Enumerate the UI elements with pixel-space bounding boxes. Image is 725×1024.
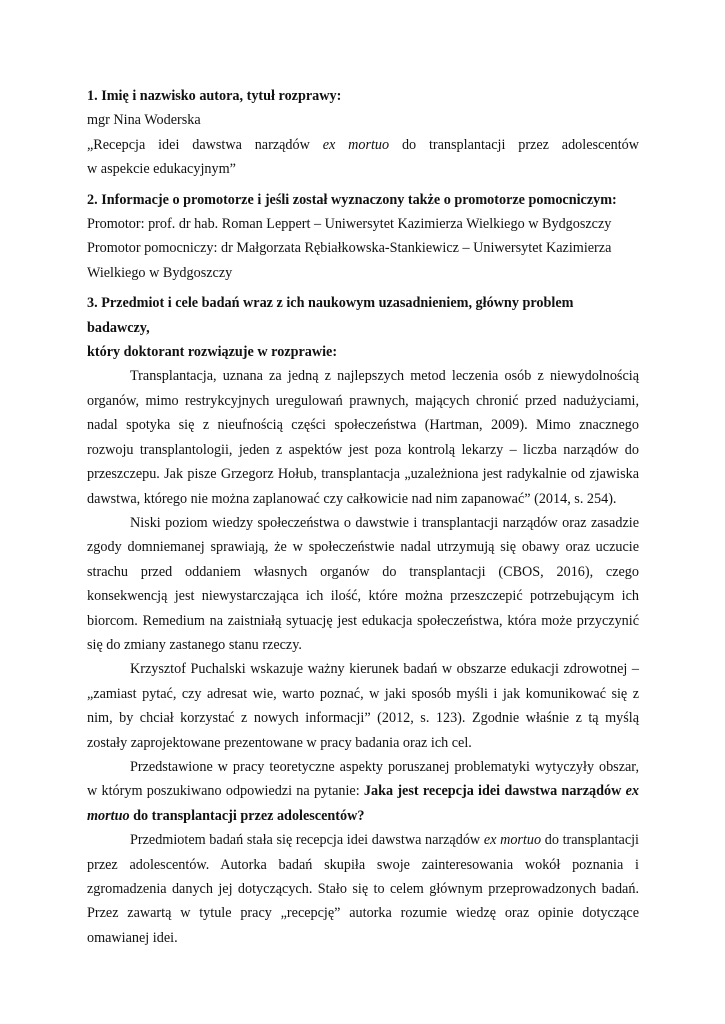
research-question: Jaka jest recepcja idei dawstwa narządów ex mortuo do transplantacji przez adolescentów? xyxy=(87,783,639,824)
section-3-heading-line-2: który doktorant rozwiązuje w rozprawie: xyxy=(87,344,338,361)
section-1-heading: 1. Imię i nazwisko autora, tytuł rozprawy: xyxy=(87,88,342,104)
paragraph-1: Transplantacja, uznana za jedną z najlepszych metod leczenia osób z niewydolnością organów, mimo restrykcyjnych uregulowań prawnych, mających chronić przed nadużyciami, nadal spotyka się z nieufnością części społeczeństwa (Hartman, 2009). Mimo znacznego rozwoju transplantologii, jeden z aspektów jest poza kontrolą lekarzy – liczba narządów do przeszczepu. Jak pisze Grzegorz Hołub, transplantacja „uzależniona jest radykalnie od zjawiska dawstwa, którego nie można zaplanować czy całkowicie nad nim zapanować” (2014, s. 254). xyxy=(87,368,639,507)
thesis-title-line-1: „Recepcja idei dawstwa narządów ex mortuo do transplantacji przez adolescentów xyxy=(87,136,639,153)
assistant-promotor-line-2: Wielkiego w Bydgoszczy xyxy=(87,264,233,281)
thesis-title-line-2: w aspekcie edukacyjnym” xyxy=(87,161,236,178)
section-2-heading: 2. Informacje o promotorze i jeśli został wyznaczony także o promotorze pomocniczym: xyxy=(87,191,617,208)
paragraph-5: Przedmiotem badań stała się recepcja idei dawstwa narządów ex mortuo do transplantacji przez adolescentów. Autorka badań skupiła swoje zainteresowania wokół poznania i zgromadzenia danych jej dotyczących. Stało się to celem głównym przeprowadzonych badań. Przez zawartą w tytule pracy „recepcję” autorka rozumie wiedzę oraz opinie dotyczące omawianej idei. xyxy=(87,832,639,946)
paragraph-2: Niski poziom wiedzy społeczeństwa o dawstwie i transplantacji narządów oraz zasadzie zgody domniemanej sprawiają, że w społeczeństwie nadal utrzymują się obawy oraz uczucie strachu przed oddaniem własnych organów do transplantacji (CBOS, 2016), czego konsekwencją jest niewystarczająca ich ilość, które można przeszczepić potrzebującym ich biorcom. Remedium na zaistniałą sytuację jest edukacja społeczeństwa, która może przyczynić się do zmiany zastanego stanu rzeczy. xyxy=(87,514,639,653)
paragraph-4: Przedstawione w pracy teoretyczne aspekty poruszanej problematyki wytyczyły obszar, w którym poszukiwano odpowiedzi na pytanie: Jaka jest recepcja idei dawstwa narządów ex mortuo do transplantacji przez adolescentów? xyxy=(87,758,639,824)
paragraph-3: Krzysztof Puchalski wskazuje ważny kierunek badań w obszarze edukacji zdrowotnej – „zamiast pytać, czy adresat wie, warto poznać, w jaki sposób myśli i jak komunikować się z nim, by chciał korzystać z nowych informacji” (2012, s. 123). Zgodnie właśnie z tą myślą zostały zaprojektowane prezentowane w pracy badania oraz ich cel. xyxy=(87,661,639,751)
section-3-heading-line-1: 3. Przedmiot i cele badań wraz z ich naukowym uzasadnieniem, główny problem badawczy, xyxy=(87,295,574,336)
assistant-promotor-line-1: Promotor pomocniczy: dr Małgorzata Rębiałkowska-Stankiewicz – Uniwersytet Kazimierza xyxy=(87,240,612,257)
promotor-info: Promotor: prof. dr hab. Roman Leppert – Uniwersytet Kazimierza Wielkiego w Bydgoszczy xyxy=(87,216,612,233)
author-name: mgr Nina Woderska xyxy=(87,112,201,129)
document-page xyxy=(87,84,639,950)
